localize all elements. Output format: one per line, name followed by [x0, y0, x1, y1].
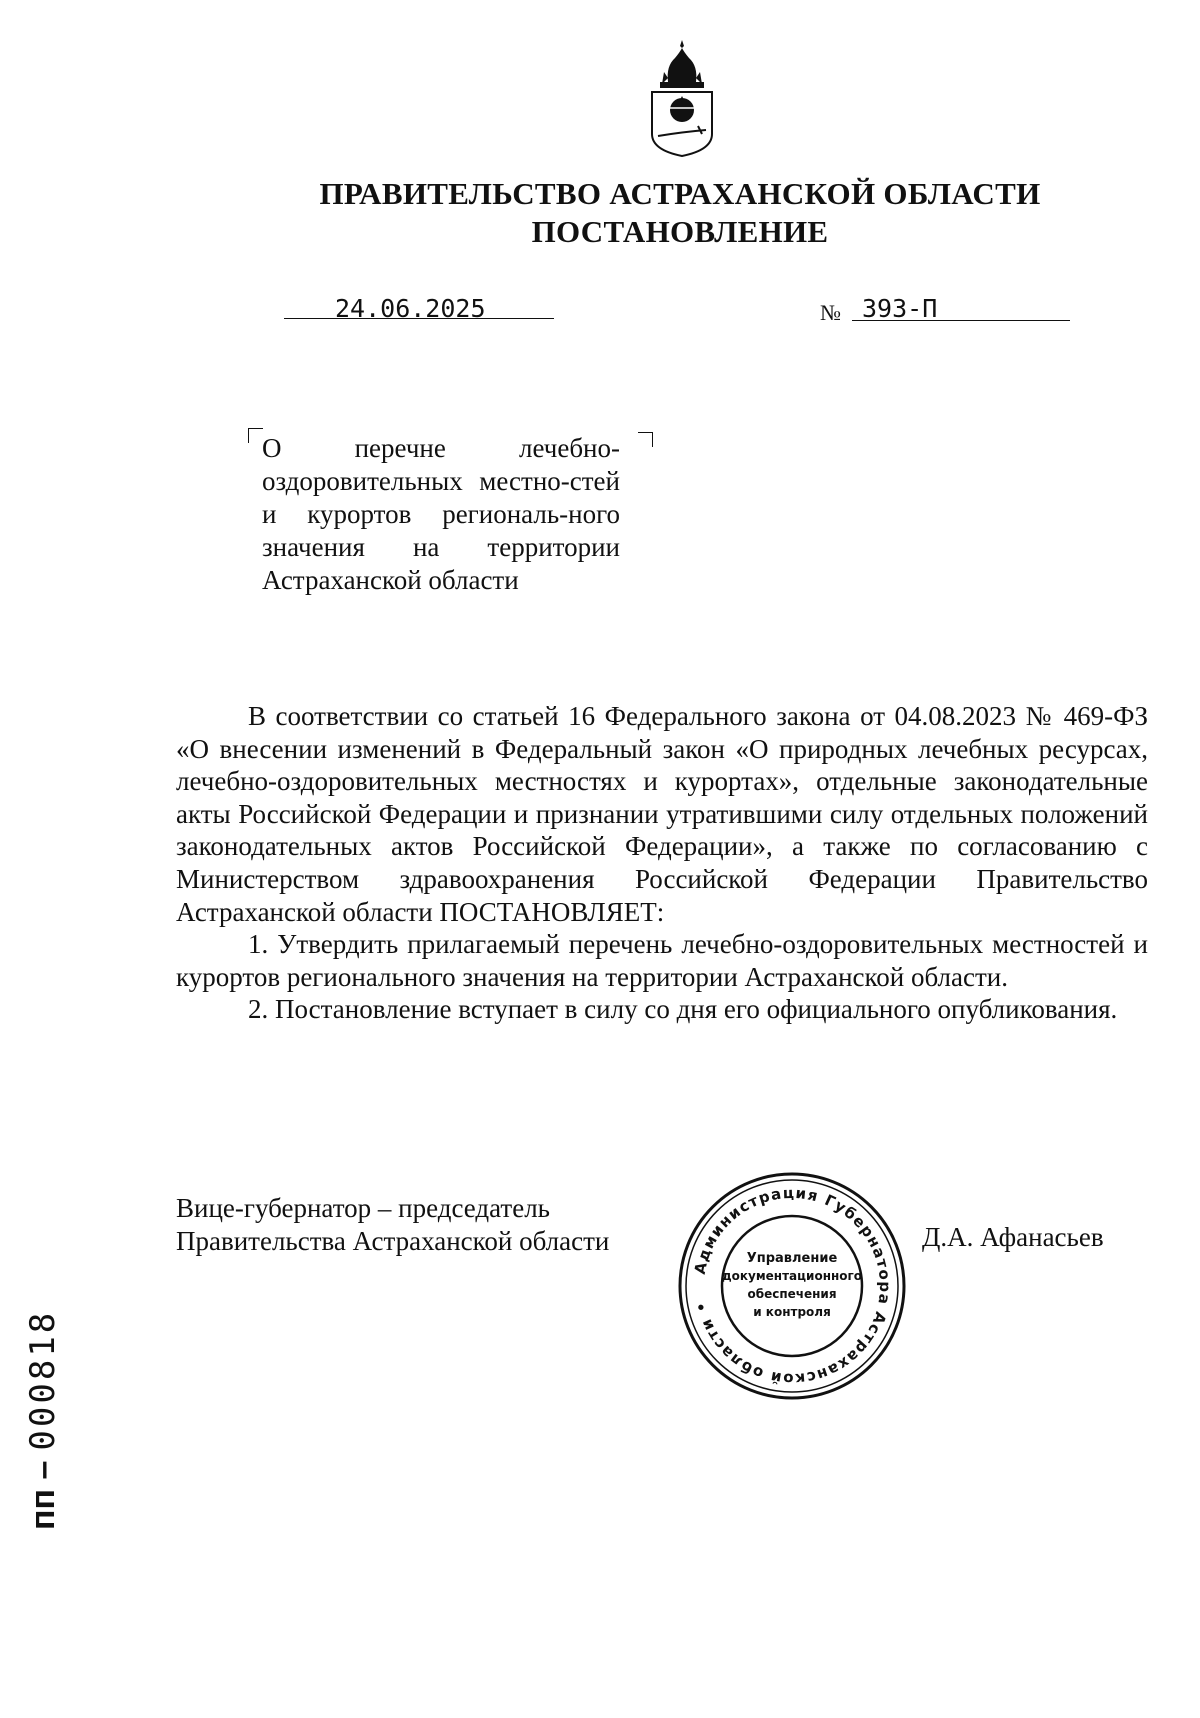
coat-of-arms-emblem: [642, 38, 722, 160]
registration-mark: [18, 1250, 68, 1530]
preamble-paragraph: В соответствии со статьей 16 Федерального закона от 04.08.2023 № 469-ФЗ «О внесении изменений в Федеральный закон «О природных лечебных ресурсах, лечебно-оздоровительных местностях и курортах», отдельные законодательные акты Российской Федерации и признании утратившими силу отдельных положений законодательных актов Российской Федерации», а также по согласованию с Министерством здравоохранения Российской Федерации Правительство Астраханской области ПОСТАНОВЛЯЕТ:: [176, 701, 1148, 927]
document-body: [176, 700, 1148, 1026]
svg-text:Управление: Управление: [746, 1251, 838, 1266]
document-type: ПОСТАНОВЛЕНИЕ: [531, 214, 829, 249]
signatory-position-line-2: Правительства Астраханской области: [176, 1226, 610, 1256]
subject-bracket-right: [638, 432, 653, 447]
signatory-position: [176, 1192, 609, 1258]
signatory-name: Д.А. Афанасьев: [922, 1222, 1104, 1252]
registration-number: 000818: [23, 1309, 63, 1451]
signatory-position-line-1: Вице-губернатор – председатель: [176, 1193, 550, 1223]
svg-text:документационного: документационного: [721, 1269, 863, 1283]
item-paragraph-1: 1. Утвердить прилагаемый перечень лечебно-оздоровительных местностей и курортов регионального значения на территории Астраханской области.: [176, 929, 1148, 992]
document-date: 24.06.2025: [335, 294, 486, 323]
subject-bracket-left: [248, 428, 263, 443]
svg-text:обеспечения: обеспечения: [747, 1287, 837, 1301]
item-paragraph-2: 2. Постановление вступает в силу со дня его официального опубликования.: [248, 994, 1118, 1025]
official-stamp: [676, 1170, 908, 1402]
document-subject: О перечне лечебно-оздоровительных местно-стей и курортов региональ-ного значения на территории Астраханской области: [262, 433, 620, 595]
date-underline: [284, 318, 554, 319]
svg-text:и контроля: и контроля: [753, 1305, 831, 1319]
stamp-outer-text: Администрация Губернатора Астраханской области •: [690, 1183, 895, 1389]
document-number: 393-П: [862, 294, 938, 323]
registration-prefix: пп –: [23, 1460, 62, 1530]
number-sign: №: [820, 300, 841, 325]
number-underline: [852, 320, 1070, 321]
organization-title: ПРАВИТЕЛЬСТВО АСТРАХАНСКОЙ ОБЛАСТИ: [319, 176, 1041, 211]
